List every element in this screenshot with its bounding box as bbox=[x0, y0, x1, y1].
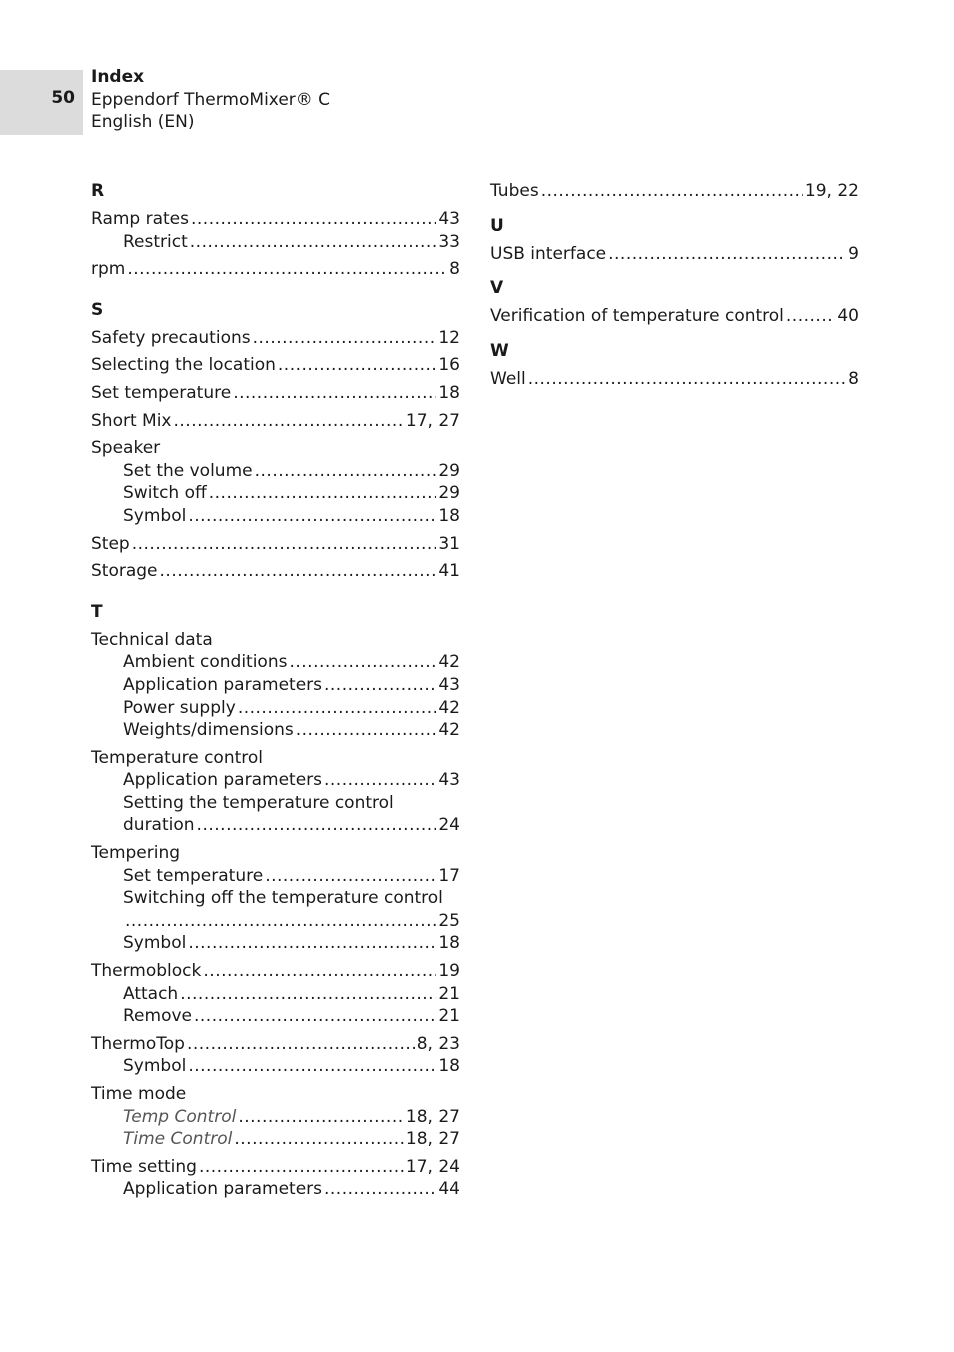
index-subentry bbox=[91, 814, 460, 837]
entry-page-number: 18, 27 bbox=[405, 1106, 460, 1127]
index-entry-group bbox=[91, 354, 460, 377]
leader-dots bbox=[233, 382, 436, 405]
entry-page-number: 43 bbox=[438, 674, 460, 695]
leader-dots bbox=[608, 243, 846, 266]
index-subentry bbox=[91, 983, 460, 1006]
index-section bbox=[490, 277, 859, 328]
entry-page-number: 9 bbox=[848, 243, 859, 264]
index-subentry bbox=[91, 932, 460, 955]
section-letter: V bbox=[490, 278, 504, 299]
entry-page-number: 18 bbox=[438, 1056, 460, 1077]
index-subentry bbox=[91, 460, 460, 483]
entry-text: Switching off the temperature control bbox=[123, 888, 443, 909]
entry-text: USB interface bbox=[490, 243, 607, 264]
entry-page-number: 12 bbox=[438, 327, 460, 348]
index-subentry bbox=[91, 1178, 460, 1201]
leader-dots bbox=[253, 327, 437, 350]
entry-page-number: 16 bbox=[438, 355, 460, 376]
leader-dots bbox=[209, 482, 437, 505]
entry-page-number: 17, 24 bbox=[405, 1156, 460, 1177]
index-entry bbox=[490, 243, 859, 266]
leader-dots bbox=[289, 651, 436, 674]
index-entry-group bbox=[91, 747, 460, 837]
leader-dots bbox=[203, 960, 436, 983]
index-entry bbox=[91, 437, 460, 460]
index-section bbox=[490, 180, 859, 203]
index-entry-group bbox=[91, 258, 460, 281]
entry-page-number: 33 bbox=[438, 231, 460, 252]
entry-page-number: 18 bbox=[438, 382, 460, 403]
index-left-column bbox=[91, 180, 460, 1219]
index-section bbox=[490, 215, 859, 266]
entry-page-number: 8 bbox=[449, 259, 460, 280]
entry-text: rpm bbox=[91, 259, 126, 280]
leader-dots bbox=[132, 533, 437, 556]
entry-text: Short Mix bbox=[91, 410, 172, 431]
entry-text: Symbol bbox=[123, 933, 187, 954]
section-letter: U bbox=[490, 215, 504, 236]
entry-page-number: 19, 22 bbox=[804, 181, 859, 201]
index-entry-group bbox=[91, 629, 460, 742]
entry-page-number: 18 bbox=[438, 933, 460, 954]
entry-text: Switch off bbox=[123, 483, 207, 504]
entry-text: Verification of temperature control bbox=[490, 306, 784, 327]
entry-page-number: 18 bbox=[438, 505, 460, 526]
entry-text: Application parameters bbox=[123, 770, 322, 791]
entry-text: Ramp rates bbox=[91, 209, 189, 229]
entry-page-number: 44 bbox=[438, 1179, 460, 1200]
entry-text: Attach bbox=[123, 983, 179, 1004]
entry-text: Symbol bbox=[123, 505, 187, 526]
entry-page-number: 31 bbox=[438, 533, 460, 554]
index-entry-group bbox=[490, 368, 859, 391]
index-subentry bbox=[91, 505, 460, 528]
entry-text: Weights/dimensions bbox=[123, 720, 294, 741]
entry-text: Speaker bbox=[91, 438, 161, 459]
entry-text: ThermoTop bbox=[91, 1033, 185, 1054]
index-entry bbox=[91, 747, 460, 770]
entry-text: Restrict bbox=[123, 231, 188, 252]
entry-text: Setting the temperature control bbox=[123, 792, 394, 813]
index-entry-group bbox=[91, 960, 460, 1028]
index-subentry bbox=[91, 719, 460, 742]
entry-text: Symbol bbox=[123, 1056, 187, 1077]
leader-dots bbox=[541, 180, 803, 203]
index-subentry bbox=[91, 865, 460, 888]
entry-page-number: 25 bbox=[438, 910, 460, 931]
index-subentry bbox=[91, 1055, 460, 1078]
entry-text: Set temperature bbox=[123, 865, 264, 886]
index-subentry bbox=[91, 482, 460, 505]
index-section bbox=[91, 180, 460, 281]
index-section bbox=[91, 299, 460, 583]
entry-page-number: 43 bbox=[438, 209, 460, 229]
leader-dots bbox=[278, 354, 436, 377]
page-number: 50 bbox=[51, 88, 75, 108]
leader-dots bbox=[188, 932, 436, 955]
index-subentry bbox=[91, 697, 460, 720]
entry-text: Tubes bbox=[490, 181, 539, 201]
index-entry-group bbox=[91, 410, 460, 433]
entry-text: Temp Control bbox=[123, 1106, 237, 1127]
leader-dots bbox=[194, 1005, 436, 1028]
index-entry bbox=[91, 382, 460, 405]
index-entry bbox=[490, 368, 859, 391]
index-entry-group bbox=[91, 533, 460, 556]
leader-dots bbox=[238, 1106, 404, 1129]
entry-page-number: 8, 23 bbox=[416, 1033, 460, 1054]
leader-dots bbox=[188, 1055, 436, 1078]
entry-text: Storage bbox=[91, 561, 158, 582]
entry-page-number: 29 bbox=[438, 483, 460, 504]
entry-text: Set temperature bbox=[91, 382, 232, 403]
index-entry bbox=[91, 410, 460, 433]
index-subentry bbox=[91, 1128, 460, 1151]
entry-text: Technical data bbox=[91, 629, 213, 650]
entry-page-number: 18, 27 bbox=[405, 1129, 460, 1150]
index-entry bbox=[91, 208, 460, 231]
entry-page-number: 42 bbox=[438, 697, 460, 718]
index-subentry bbox=[91, 792, 460, 815]
index-entry-group bbox=[91, 842, 460, 955]
entry-page-number: 21 bbox=[438, 1006, 460, 1027]
language-label: English (EN) bbox=[91, 112, 195, 132]
entry-text: duration bbox=[123, 815, 195, 836]
index-entry-group bbox=[91, 1156, 460, 1201]
index-entry-group bbox=[490, 305, 859, 328]
entry-text: Thermoblock bbox=[91, 961, 202, 982]
index-entry-group bbox=[91, 1033, 460, 1078]
leader-dots bbox=[127, 258, 447, 281]
entry-text: Application parameters bbox=[123, 674, 322, 695]
index-subentry bbox=[91, 674, 460, 697]
entry-page-number: 24 bbox=[438, 815, 460, 836]
entry-page-number: 19 bbox=[438, 961, 460, 982]
entry-text: Selecting the location bbox=[91, 355, 276, 376]
leader-dots bbox=[528, 368, 846, 391]
index-entry-group bbox=[91, 382, 460, 405]
index-subentry bbox=[91, 1005, 460, 1028]
leader-dots bbox=[188, 505, 436, 528]
entry-text: Temperature control bbox=[91, 747, 264, 768]
entry-text: Time mode bbox=[91, 1084, 187, 1104]
leader-dots bbox=[160, 560, 437, 583]
section-letter: T bbox=[91, 601, 103, 622]
section-letter: W bbox=[490, 340, 509, 361]
leader-dots bbox=[173, 410, 403, 433]
index-entry bbox=[91, 258, 460, 281]
index-entry-group bbox=[91, 1083, 460, 1151]
index-subentry bbox=[91, 231, 460, 254]
leader-dots bbox=[786, 305, 835, 328]
index-entry-group bbox=[91, 208, 460, 253]
leader-dots bbox=[190, 231, 437, 254]
leader-dots bbox=[265, 865, 436, 888]
entry-page-number: 8 bbox=[848, 368, 859, 389]
index-title: Index bbox=[91, 67, 145, 87]
entry-page-number: 42 bbox=[438, 720, 460, 741]
entry-page-number: 42 bbox=[438, 652, 460, 673]
index-entry bbox=[91, 629, 460, 652]
index-entry bbox=[91, 1033, 460, 1056]
product-name: Eppendorf ThermoMixer® C bbox=[91, 89, 331, 110]
index-entry bbox=[91, 533, 460, 556]
index-entry-group bbox=[91, 327, 460, 350]
leader-dots bbox=[255, 460, 437, 483]
entry-text: Time Control bbox=[123, 1129, 233, 1150]
index-entry-group bbox=[91, 560, 460, 583]
index-entry bbox=[91, 354, 460, 377]
leader-dots bbox=[197, 814, 437, 837]
leader-dots bbox=[191, 208, 436, 231]
leader-dots bbox=[238, 697, 437, 720]
index-entry bbox=[91, 327, 460, 350]
leader-dots bbox=[324, 1178, 436, 1201]
leader-dots bbox=[187, 1033, 415, 1056]
entry-page-number: 17 bbox=[438, 865, 460, 886]
index-entry-group bbox=[490, 243, 859, 266]
index-entry bbox=[91, 1156, 460, 1179]
entry-page-number: 29 bbox=[438, 460, 460, 481]
entry-page-number: 21 bbox=[438, 983, 460, 1004]
index-subentry bbox=[91, 910, 460, 933]
entry-text: Ambient conditions bbox=[123, 652, 288, 673]
leader-dots bbox=[296, 719, 437, 742]
index-entry bbox=[91, 960, 460, 983]
index-section bbox=[91, 601, 460, 1201]
index-entry bbox=[490, 180, 859, 203]
index-right-column bbox=[490, 180, 859, 402]
entry-page-number: 17, 27 bbox=[405, 410, 460, 431]
leader-dots bbox=[125, 910, 436, 933]
leader-dots bbox=[324, 769, 436, 792]
entry-page-number: 41 bbox=[438, 561, 460, 582]
index-entry-group bbox=[490, 180, 859, 203]
entry-text: Tempering bbox=[91, 843, 181, 864]
index-subentry bbox=[91, 887, 460, 910]
entry-text: Set the volume bbox=[123, 460, 253, 481]
index-section bbox=[490, 340, 859, 391]
entry-text: Remove bbox=[123, 1006, 192, 1027]
entry-page-number: 43 bbox=[438, 770, 460, 791]
entry-text: Safety precautions bbox=[91, 327, 251, 348]
entry-text: Application parameters bbox=[123, 1179, 322, 1200]
index-subentry bbox=[91, 651, 460, 674]
leader-dots bbox=[180, 983, 436, 1006]
index-subentry bbox=[91, 769, 460, 792]
index-subentry bbox=[91, 1106, 460, 1129]
leader-dots bbox=[324, 674, 436, 697]
entry-text: Well bbox=[490, 368, 526, 389]
leader-dots bbox=[199, 1156, 404, 1179]
entry-page-number: 40 bbox=[837, 306, 859, 327]
index-entry bbox=[91, 1083, 460, 1106]
section-letter: S bbox=[91, 299, 104, 320]
entry-text: Power supply bbox=[123, 697, 236, 718]
index-entry bbox=[490, 305, 859, 328]
page-header bbox=[91, 66, 330, 134]
entry-text: Step bbox=[91, 533, 130, 554]
index-entry bbox=[91, 560, 460, 583]
entry-text: Time setting bbox=[91, 1156, 197, 1177]
index-entry-group bbox=[91, 437, 460, 527]
index-entry bbox=[91, 842, 460, 865]
leader-dots bbox=[234, 1128, 404, 1151]
section-letter: R bbox=[91, 181, 105, 201]
